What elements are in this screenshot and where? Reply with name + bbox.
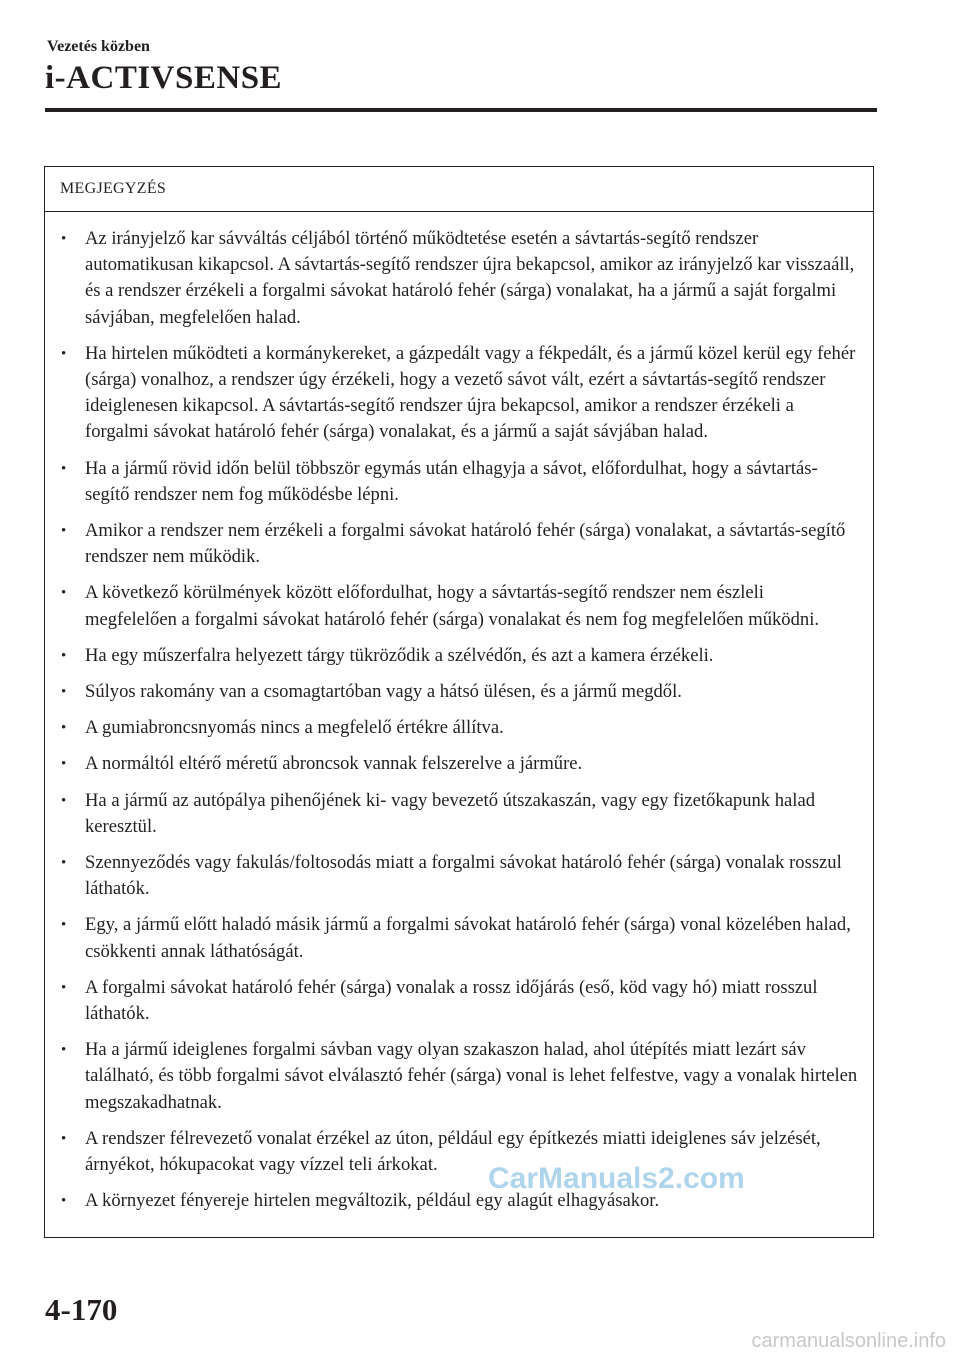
- list-item-text: Az irányjelző kar sávváltás céljából történő működtetése esetén a sávtartás-segítő rendszer automatikusan kikapcsol. A sávtartás-segítő rendszer újra bekapcsol, amikor az irányjelző kar visszaáll, és a rendszer érzékeli a forgalmi sávokat határoló fehér (sárga) vonalakat, ha a jármű a saját forgalmi sávjában, megfelelően halad.: [85, 228, 855, 328]
- bullet-icon: •: [61, 523, 67, 540]
- list-item-text: Amikor a rendszer nem érzékeli a forgalmi sávokat határoló fehér (sárga) vonalakat, a sávtartás-segítő rendszer nem működik.: [85, 520, 846, 568]
- bullet-icon: •: [61, 979, 67, 996]
- list-item: [59, 643, 859, 669]
- list-item: [59, 1037, 859, 1116]
- bullet-icon: •: [61, 1042, 67, 1059]
- list-item-text: Ha a jármű az autópálya pihenőjének ki- vagy bevezető útszakaszán, vagy egy fizetőkapunk halad keresztül.: [85, 789, 816, 837]
- list-item-text: Ha hirtelen működteti a kormánykereket, a gázpedált vagy a fékpedált, és a jármű közel kerül egy fehér (sárga) vonalhoz, a rendszer úgy érzékeli, hogy a vezető sávot vált, ezért a sávtartás-segítő rendszer ideiglenesen kikapcsol. A sávtartás-segítő rendszer újra bekapcsol, amikor a rendszer érzékeli a forgalmi sávokat határoló fehér (sárga) vonalakat, és a jármű a saját sávjában halad.: [85, 342, 856, 443]
- list-item-text: Ha a jármű ideiglenes forgalmi sávban vagy olyan szakaszon halad, ahol útépítés miatt lezárt sáv található, és több forgalmi sávot elválasztó fehér (sárga) vonal is lehet felfestve, vagy a vonalak hirtelen megszakadhatnak.: [85, 1039, 858, 1113]
- list-item: [59, 679, 859, 705]
- list-item-text: Ha egy műszerfalra helyezett tárgy tükröződik a szélvédőn, és azt a kamera érzékeli.: [85, 644, 714, 666]
- list-item-text: A következő körülmények között előfordulhat, hogy a sávtartás-segítő rendszer nem észleli megfelelően a forgalmi sávokat határoló fehér (sárga) vonalakat és nem fog megfelelően működni.: [85, 582, 820, 630]
- list-item-text: A környezet fényereje hirtelen megváltozik, például egy alagút elhagyásakor.: [85, 1190, 660, 1212]
- list-item: [59, 975, 859, 1027]
- list-item-text: A gumiabroncsnyomás nincs a megfelelő értékre állítva.: [85, 717, 504, 739]
- bullet-icon: •: [61, 684, 67, 701]
- bullet-icon: •: [61, 792, 67, 809]
- bullet-icon: •: [61, 720, 67, 737]
- bullet-icon: •: [61, 585, 67, 602]
- list-item: [59, 850, 859, 902]
- list-item: [59, 341, 859, 446]
- note-heading: MEGJEGYZÉS: [45, 167, 873, 212]
- list-item-text: A rendszer félrevezető vonalat érzékel az úton, például egy építkezés miatti ideiglenes sáv jelzését, árnyékot, hókupacokat vagy vízzel teli árkokat.: [85, 1127, 821, 1176]
- bullet-icon: •: [61, 460, 67, 477]
- bullet-icon: •: [61, 231, 67, 247]
- section-label: Vezetés közben: [47, 38, 150, 55]
- bullet-icon: •: [61, 756, 67, 773]
- list-item: [59, 788, 859, 840]
- note-box: [44, 166, 874, 1238]
- bullet-icon: •: [61, 917, 67, 934]
- note-list: [45, 212, 873, 1215]
- list-item: [59, 226, 859, 331]
- list-item: [59, 456, 859, 508]
- list-item: [59, 580, 859, 632]
- title-rule: [45, 108, 877, 112]
- list-item: [59, 912, 859, 964]
- page-number: 4-170: [45, 1292, 118, 1327]
- list-item-text: Ha a jármű rövid időn belül többször egymás után elhagyja a sávot, előfordulhat, hogy a sávtartás-segítő rendszer nem fog működésbe lépni.: [85, 457, 818, 505]
- page-title: i-ACTIVSENSE: [45, 60, 283, 96]
- list-item-text: A normáltól eltérő méretű abroncsok vannak felszerelve a járműre.: [85, 753, 583, 775]
- list-item: [59, 751, 859, 777]
- list-item-text: A forgalmi sávokat határoló fehér (sárga) vonalak a rossz időjárás (eső, köd vagy hó) miatt rosszul láthatók.: [85, 976, 818, 1025]
- watermark: CarManuals2.com: [488, 1162, 745, 1195]
- bullet-icon: •: [61, 647, 67, 664]
- list-item-text: Egy, a jármű előtt haladó másik jármű a forgalmi sávokat határoló fehér (sárga) vonal közelében halad, csökkenti annak láthatóságát.: [85, 914, 851, 962]
- footer-site-link[interactable]: carmanualsonline.info: [751, 1330, 946, 1352]
- bullet-icon: •: [61, 855, 67, 872]
- bullet-icon: •: [61, 1193, 67, 1210]
- bullet-icon: •: [61, 1130, 67, 1147]
- list-item-text: Szennyeződés vagy fakulás/foltosodás miatt a forgalmi sávokat határoló fehér (sárga) vonalak rosszul láthatók.: [85, 852, 842, 900]
- list-item: [59, 715, 859, 741]
- bullet-icon: •: [61, 345, 67, 362]
- list-item-text: Súlyos rakomány van a csomagtartóban vagy a hátsó ülésen, és a jármű megdől.: [85, 681, 682, 703]
- list-item: [59, 518, 859, 570]
